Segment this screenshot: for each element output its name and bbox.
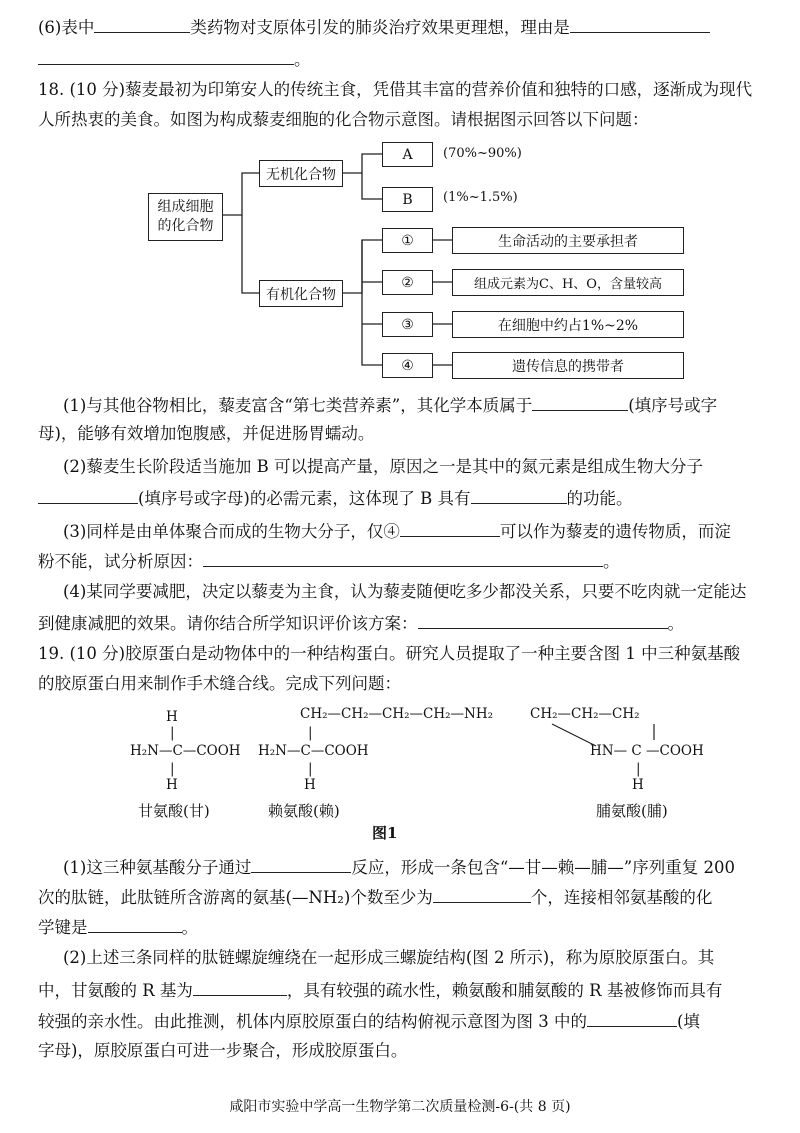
answer-blank[interactable]: [94, 12, 190, 33]
q18-part1-cont: 母)，能够有效增加饱腹感，并促进肠胃蠕动。: [38, 424, 375, 443]
q18-part3-cont: 粉不能，试分析原因： 。: [38, 546, 766, 576]
q19-part1-cont: 次的肽链，此肽链所含游离的氨基(—NH₂)个数至少为 个，连接相邻氨基酸的化: [38, 882, 766, 912]
proline-label: 脯氨酸(脯): [596, 802, 668, 820]
note-B: (1%~1.5%): [443, 190, 518, 205]
box-3: ③: [382, 312, 433, 337]
glycine-label: 甘氨酸(甘): [138, 802, 210, 820]
answer-blank[interactable]: [587, 1006, 677, 1027]
answer-blank[interactable]: [433, 882, 531, 903]
lysine-label: 赖氨酸(赖): [268, 802, 340, 820]
q19-intro: 19. (10 分)胶原蛋白是动物体中的一种结构蛋白。研究人员提取了一种主要含图 1 中三种氨基酸: [38, 644, 741, 663]
answer-blank[interactable]: [193, 975, 287, 996]
q17-part6: (6)表中 类药物对支原体引发的肺炎治疗效果更理想，理由是: [38, 12, 766, 42]
answer-blank[interactable]: [532, 390, 628, 411]
desc-2: 组成元素为C、H、O，含量较高: [452, 269, 684, 296]
q19-part1-cont2: 学键是 。: [38, 912, 766, 942]
desc-1: 生命活动的主要承担者: [452, 227, 684, 254]
box-4: ④: [382, 353, 433, 378]
q18-part1: (1)与其他谷物相比，藜麦富含“第七类营养素”，其化学本质属于 (填序号或字: [63, 390, 766, 420]
desc-4: 遗传信息的携带者: [452, 352, 684, 379]
answer-blank[interactable]: [251, 852, 351, 873]
box-2: ②: [382, 270, 433, 295]
answer-blank[interactable]: [570, 12, 710, 33]
q18-part4-cont: 到健康减肥的效果。请你结合所学知识评价该方案： 。: [38, 608, 766, 638]
q19-intro-cont: 的胶原蛋白用来制作手术缝合线。完成下列问题：: [38, 674, 401, 693]
answer-blank[interactable]: [88, 912, 182, 933]
answer-blank[interactable]: [400, 516, 500, 537]
answer-blank[interactable]: [471, 483, 567, 504]
page-footer: 咸阳市实验中学高一生物学第二次质量检测-6-(共 8 页): [229, 1099, 571, 1115]
root-box: 组成细胞 的化合物: [148, 193, 223, 241]
q18-part3: (3)同样是由单体聚合而成的生物大分子，仅④ 可以作为藜麦的遗传物质，而淀: [63, 516, 766, 546]
q19-part1: (1)这三种氨基酸分子通过 反应，形成一条包含“—甘—赖—脯—”序列重复 200: [63, 852, 766, 882]
q19-part2-cont3: 字母)，原胶原蛋白可进一步聚合，形成胶原蛋白。: [38, 1041, 408, 1060]
desc-3: 在细胞中约占1%~2%: [452, 311, 684, 338]
q19-part2: (2)上述三条同样的肽链螺旋缠绕在一起形成三螺旋结构(图 2 所示)，称为原胶原蛋白。其: [63, 948, 715, 967]
figure-1-caption: 图1: [372, 824, 398, 842]
q18-intro-cont: 人所热衷的美食。如图为构成藜麦细胞的化合物示意图。请根据图示回答以下问题：: [38, 110, 649, 129]
inorganic-box: 无机化合物: [259, 160, 343, 187]
answer-blank[interactable]: [38, 44, 294, 65]
answer-blank[interactable]: [38, 483, 138, 504]
q18-intro: 18. (10 分)藜麦最初为印第安人的传统主食，凭借其丰富的营养价值和独特的口感，逐渐成为现代: [38, 80, 753, 99]
q18-part4: (4)某同学要减肥，决定以藜麦为主食，认为藜麦随便吃多少都没关系，只要不吃肉就一定能达: [63, 582, 747, 601]
q19-part2-cont: 中，甘氨酸的 R 基为 ，具有较强的疏水性，赖氨酸和脯氨酸的 R 基被修饰而具有: [38, 975, 766, 1005]
q19-part2-cont2: 较强的亲水性。由此推测，机体内原胶原蛋白的结构俯视示意图为图 3 中的 (填: [38, 1006, 766, 1036]
answer-blank[interactable]: [203, 546, 603, 567]
box-A: A: [382, 142, 433, 167]
organic-box: 有机化合物: [259, 280, 343, 307]
box-B: B: [382, 187, 433, 212]
q18-part2: (2)藜麦生长阶段适当施加 B 可以提高产量，原因之一是其中的氮元素是组成生物大分子: [63, 457, 703, 476]
note-A: (70%~90%): [443, 146, 522, 161]
q18-part2-cont: (填序号或字母)的必需元素，这体现了 B 具有 的功能。: [38, 483, 766, 513]
box-1: ①: [382, 228, 433, 253]
q17-part6-cont: 。: [38, 44, 766, 74]
answer-blank[interactable]: [418, 608, 668, 629]
